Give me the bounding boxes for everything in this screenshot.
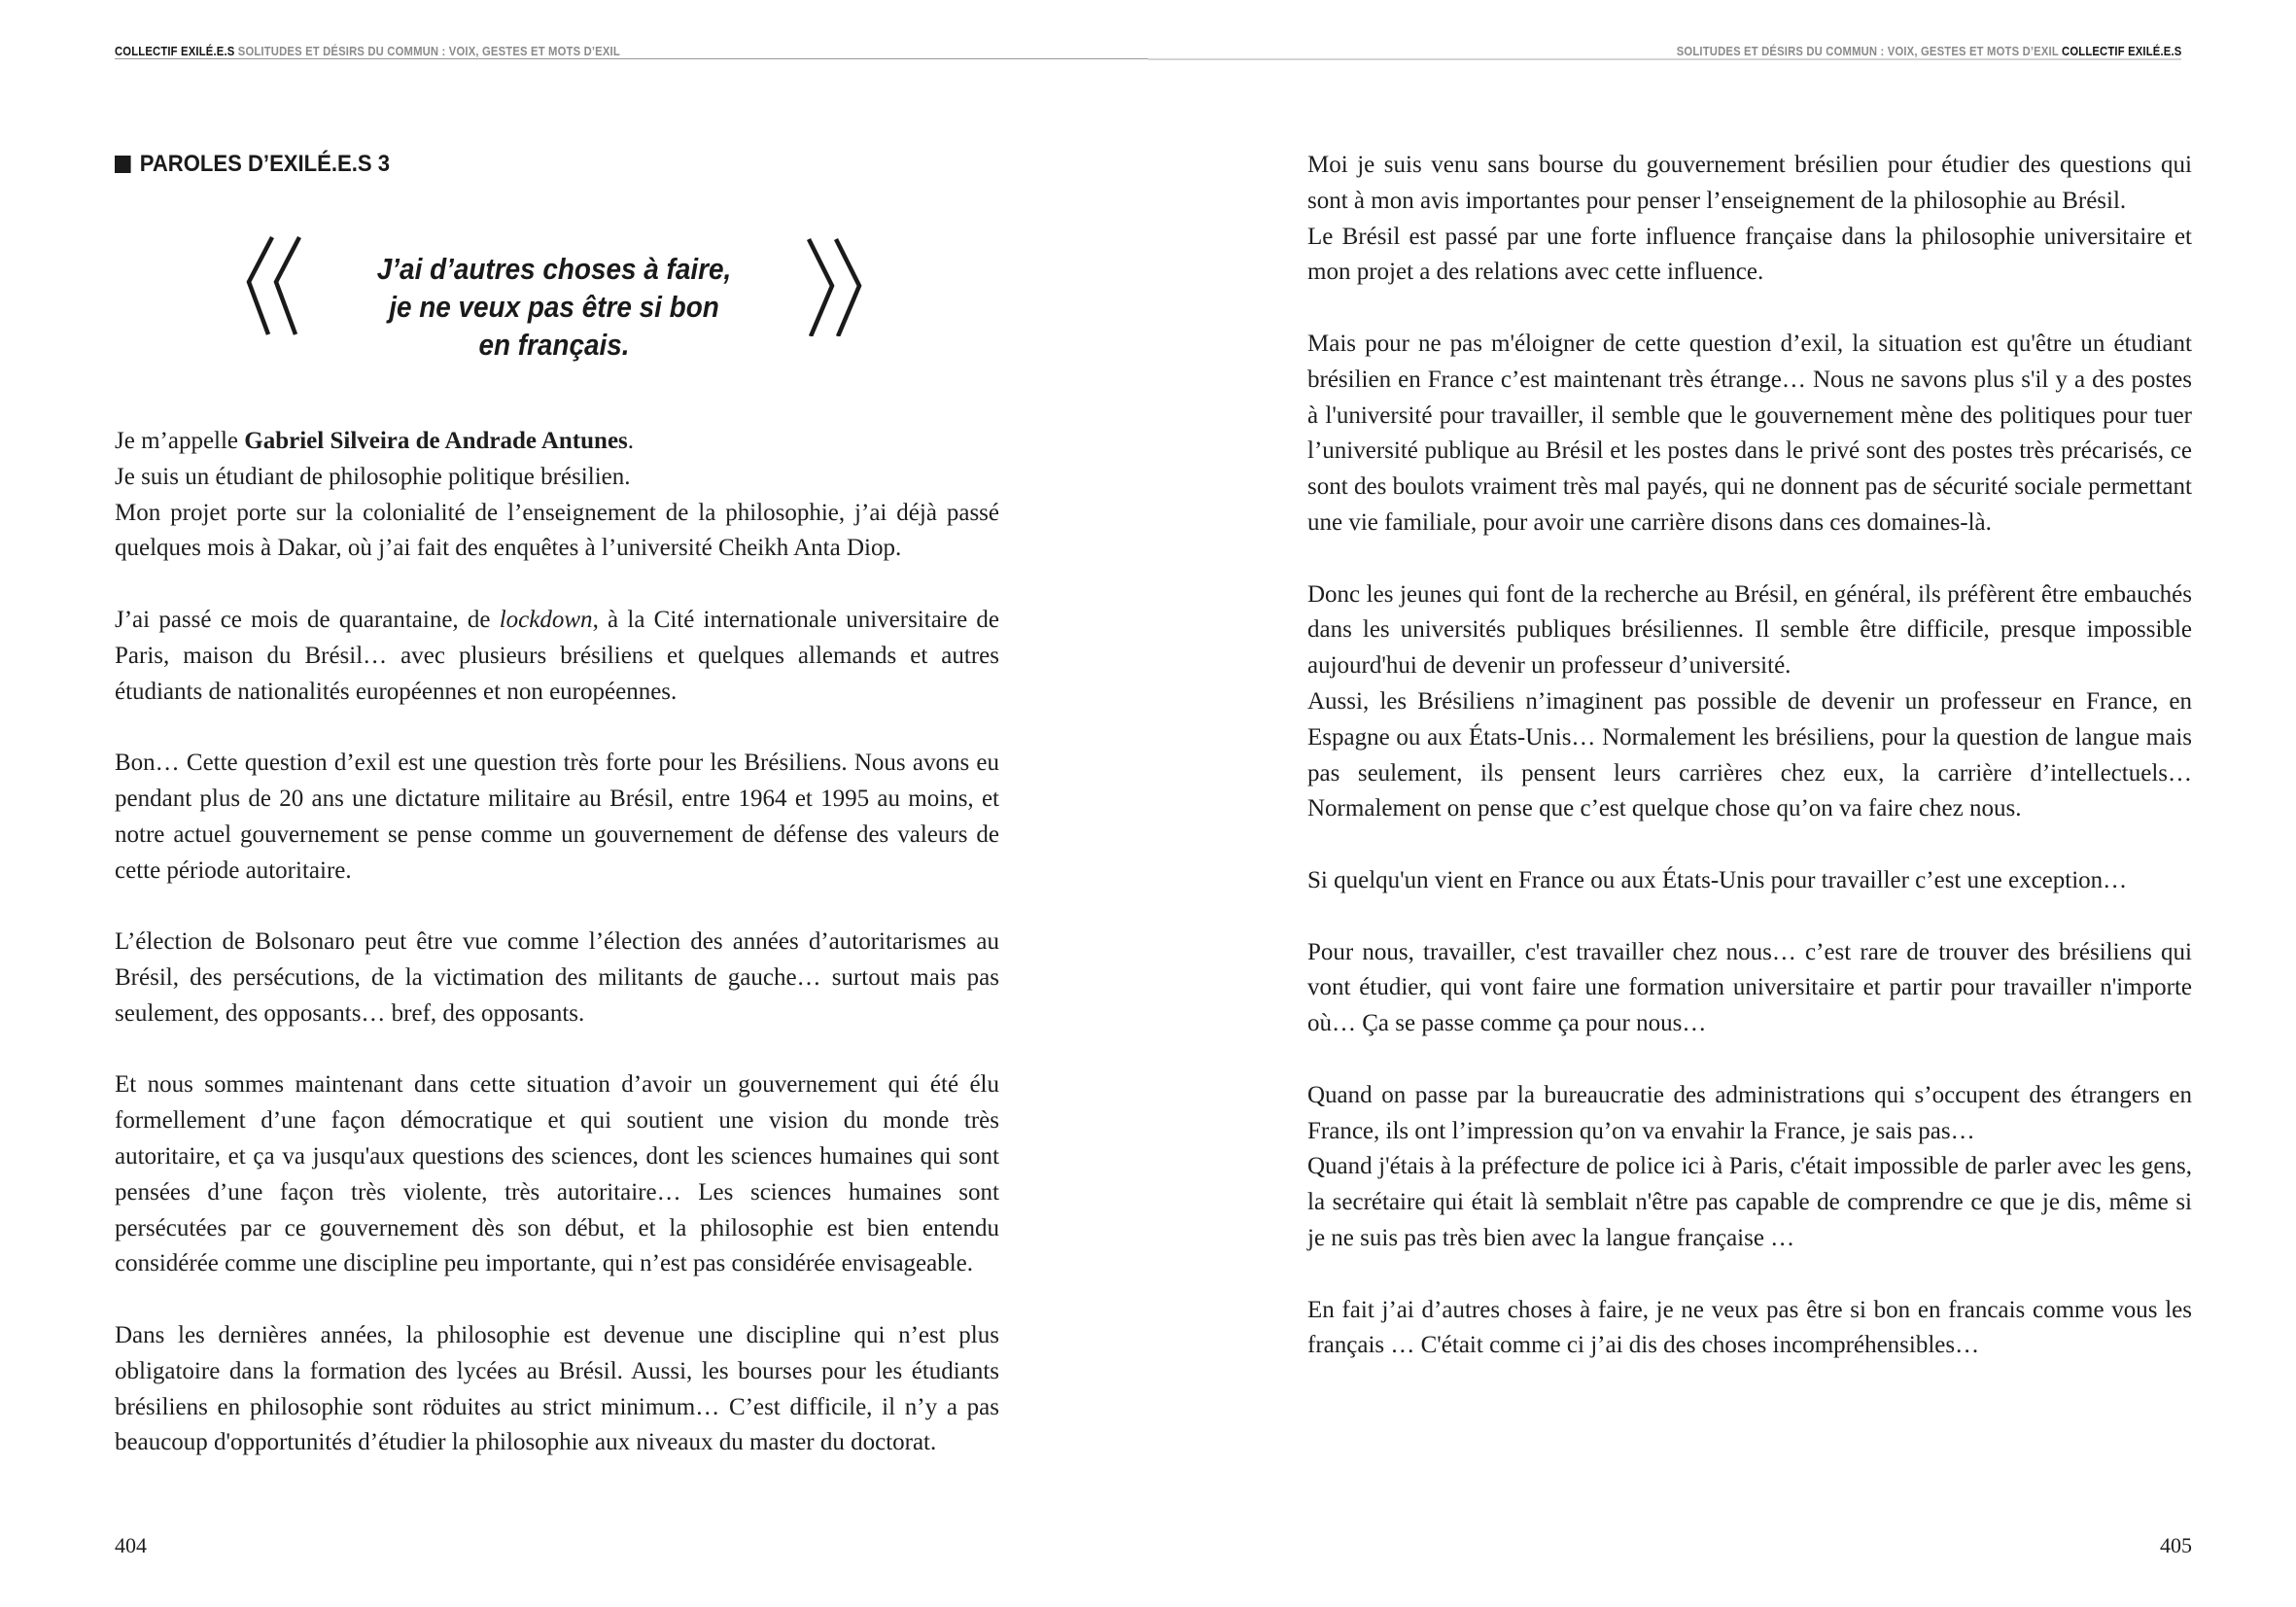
running-head-right — [1676, 45, 2181, 58]
lockdown-paragraph — [115, 603, 999, 710]
body-paragraph — [1307, 935, 2192, 1042]
intro-line: Je suis un étudiant de philosophie politique brésilien. — [115, 463, 631, 490]
running-head-series: COLLECTIF EXILÉ.E.S — [115, 45, 235, 58]
paragraph-line: Mais pour ne pas m'éloigner de cette question d’exil, la situation est qu'être un étudiant brésilien en France c’est maintenant très étrange… Nous ne savons plus s'il y a des postes à l'université pour travailler, il semble que le gouvernement mène des politiques pour tuer l’université publique au Brésil et les postes dans le privé sont des postes très précarisés, ce sont des boulots vraiment très mal payés, qui ne donnent pas de sécurité sociale permettant une vie familiale, pour avoir une carrière disons dans ces domaines-là. — [1307, 330, 2192, 536]
body-paragraph — [1307, 148, 2192, 291]
body-paragraph — [1307, 863, 2192, 899]
left-page-body — [115, 424, 999, 1497]
page-number-left: 404 — [115, 1533, 147, 1557]
running-head-title: SOLITUDES ET DÉSIRS DU COMMUN : VOIX, GESTES ET MOTS D’EXIL — [237, 45, 620, 58]
page-number-right: 405 — [2160, 1533, 2192, 1557]
text-run: , à la Cité internationale universitaire de Paris, maison du Brésil… avec plusieurs brésiliens et quelques allemands et autres étudiants de nationalités européennes et non européennes. — [115, 606, 999, 705]
paragraph-line: Le Brésil est passé par une forte influence française dans la philosophie universitaire et mon projet a des relations avec cette influence. — [1307, 223, 2192, 286]
paragraph-line: Aussi, les Brésiliens n’imaginent pas possible de devenir un professeur en France, en Espagne ou aux États-Unis… Normalement les brésiliens, pour la question de langue mais pas seulement, ils pensent leurs carrières chez eux, la carrière d’intellectuels… Normalement on pense que c’est quelque chose qu’on va faire chez nous. — [1307, 687, 2192, 822]
section-heading — [115, 151, 390, 178]
body-paragraph: Bon… Cette question d’exil est une question très forte pour les Brésiliens. Nous avons eu pendant plus de 20 ans une dictature militaire au Brésil, entre 1964 et 1995 au moins, et notre actuel gouvernement se pense comme un gouvernement de défense des valeurs de cette période autoritaire. — [115, 750, 999, 884]
paragraph-line: Si quelqu'un vient en France ou aux États-Unis pour travailler c’est une exception… — [1307, 866, 2128, 893]
pull-quote-line: je ne veux pas être si bon — [389, 290, 719, 324]
pull-quote-line: J’ai d’autres choses à faire, — [376, 252, 732, 286]
italic-term: lockdown — [499, 606, 593, 633]
double-chevron-left-icon — [243, 235, 321, 336]
body-paragraph — [1307, 327, 2192, 541]
header-rule-left — [115, 58, 1148, 59]
running-head-left — [115, 45, 620, 58]
pull-quote — [243, 231, 865, 377]
square-bullet-icon — [115, 156, 131, 173]
running-head-title: SOLITUDES ET DÉSIRS DU COMMUN : VOIX, GESTES ET MOTS D’EXIL — [1676, 45, 2059, 58]
paragraph-line: Quand on passe par la bureaucratie des administrations qui s’occupent des étrangers en France, ils ont l’impression qu’on va envahir la France, je sais pas… — [1307, 1081, 2192, 1144]
paragraph-line: Moi je suis venu sans bourse du gouvernement brésilien pour étudier des questions qui sont à mon avis importantes pour penser l’enseignement de la philosophie au Brésil. — [1307, 152, 2192, 214]
text-run: J’ai passé ce mois de quarantaine, de — [115, 606, 500, 633]
body-paragraph — [1307, 1078, 2192, 1257]
body-paragraph: L’élection de Bolsonaro peut être vue comme l’élection des années d’autoritarismes au Brésil, des persécutions, de la victimation des militants de gauche… surtout mais pas seulement, des opposants… bref, des opposants. — [115, 928, 999, 1027]
paragraph-line: Pour nous, travailler, c'est travailler chez nous… c’est rare de trouver des brésiliens qui vont étudier, qui vont faire une formation universitaire et partir pour travailler n'importe où… Ça se passe comme ça pour nous… — [1307, 938, 2192, 1037]
speaker-name: Gabriel Silveira de Andrade Antunes — [244, 428, 628, 454]
intro-line: Mon projet porte sur la colonialité de l’enseignement de la philosophie, j’ai déjà passé quelques mois à Dakar, où j’ai fait des enquêtes à l’université Cheikh Anta Diop. — [115, 499, 999, 562]
intro-suffix: . — [627, 428, 635, 454]
header-rule-right — [1148, 58, 2181, 60]
intro-prefix: Je m’appelle — [115, 428, 245, 454]
intro-paragraph — [115, 424, 999, 567]
intro-name-line — [115, 424, 999, 460]
right-page-body — [1307, 148, 2192, 1400]
section-heading-text: PAROLES D’EXILÉ.E.S 3 — [139, 151, 391, 177]
body-paragraph — [1307, 1293, 2192, 1365]
paragraph-line: En fait j’ai d’autres choses à faire, je ne veux pas être si bon en francais comme vous les français … C'était comme ci j’ai dis des choses incompréhensibles… — [1307, 1296, 2192, 1359]
double-chevron-right-icon — [787, 235, 865, 336]
body-paragraph: Dans les dernières années, la philosophie est devenue une discipline qui n’est plus obligatoire dans la formation des lycées au Brésil. Aussi, les bourses pour les étudiants brésiliens en philosophie sont röduites au strict minimum… C’est difficile, il n’y a pas beaucoup d'opportunités d’étudier la philosophie aux niveaux du master du doctorat. — [115, 1321, 999, 1456]
body-paragraph — [1307, 577, 2192, 828]
paragraph-line: Donc les jeunes qui font de la recherche au Brésil, en général, ils préfèrent être embauchés dans les universités publiques brésiliennes. Il semble être difficile, presque impossible aujourd'hui de devenir un professeur d’université. — [1307, 580, 2192, 680]
paragraph-line: Quand j'étais à la préfecture de police ici à Paris, c'était impossible de parler avec les gens, la secrétaire qui était là semblait n'être pas capable de comprendre ce que je dis, même si je ne suis pas très bien avec la langue française … — [1307, 1153, 2192, 1251]
pull-quote-line: en français. — [478, 328, 630, 362]
body-paragraph: Et nous sommes maintenant dans cette situation d’avoir un gouvernement qui été élu formellement d’une façon démocratique et qui soutient une vision du monde très autoritaire, et ça va jusqu'aux questions des sciences, dont les sciences humaines qui sont pensées d’une façon très violente, très autoritaire… Les sciences humaines sont persécutées par ce gouvernement dès son début, et la philosophie est bien entendu considérée comme une discipline peu importante, qui n’est pas considérée envisageable. — [115, 1071, 999, 1277]
pull-quote-text — [362, 250, 747, 364]
running-head-series: COLLECTIF EXILÉ.E.S — [2061, 45, 2181, 58]
